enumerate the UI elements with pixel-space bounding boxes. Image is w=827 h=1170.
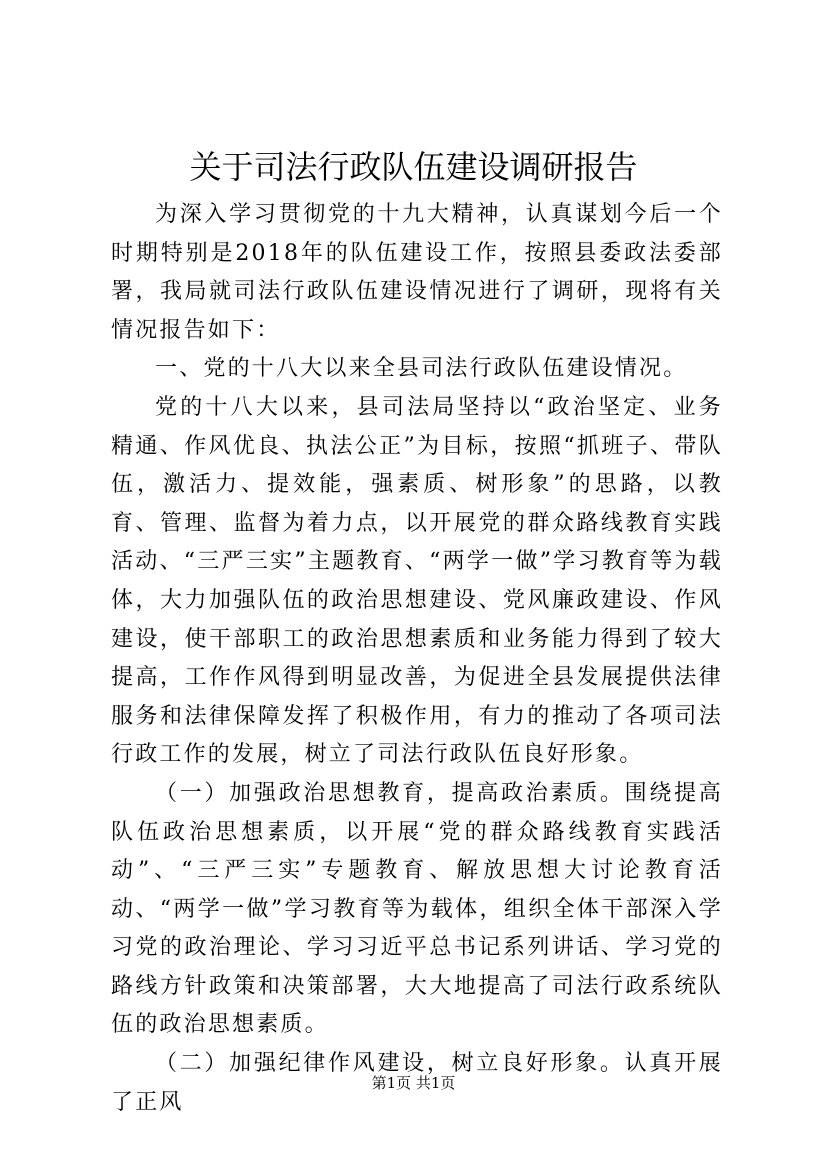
paragraph-political-education: （一）加强政治思想教育，提高政治素质。围绕提高队伍政治思想素质，以开展“党的群众路线教育实践活动”、“三严三实”专题教育、解放思想大讨论教育活动、“两学一做”学习教育等为载体，组织全体干部深入学习党的政治理论、学习习近平总书记系列讲话、学习党的路线方针政策和决策部署，大大地提高了司法行政系统队伍的政治思想素质。: [111, 780, 723, 1038]
document-body: [111, 196, 723, 1122]
paragraph-intro: 为深入学习贯彻党的十九大精神，认真谋划今后一个时期特别是2018年的队伍建设工作，按照县委政法委部署，我局就司法行政队伍建设情况进行了调研，现将有关情况报告如下：: [111, 202, 723, 343]
page-footer: 第1页 共1页: [371, 1074, 456, 1092]
paragraph-discipline: （二）加强纪律作风建设，树立良好形象。认真开展了正风: [111, 1051, 723, 1115]
document-title: 关于司法行政队伍建设调研报告: [189, 148, 638, 186]
paragraph-section-heading: 一、党的十八大以来全县司法行政队伍建设情况。: [155, 356, 688, 382]
paragraph-overview: 党的十八大以来，县司法局坚持以“政治坚定、业务精通、作风优良、执法公正”为目标，按照“抓班子、带队伍，激活力、提效能，强素质、树形象”的思路，以教育、管理、监督为着力点，以开展党的群众路线教育实践活动、“三严三实”主题教育、“两学一做”学习教育等为载体，大力加强队伍的政治思想建设、党风廉政建设、作风建设，使干部职工的政治思想素质和业务能力得到了较大提高，工作作风得到明显改善，为促进全县发展提供法律服务和法律保障发挥了积极作用，有力的推动了各项司法行政工作的发展，树立了司法行政队伍良好形象。: [111, 394, 723, 768]
